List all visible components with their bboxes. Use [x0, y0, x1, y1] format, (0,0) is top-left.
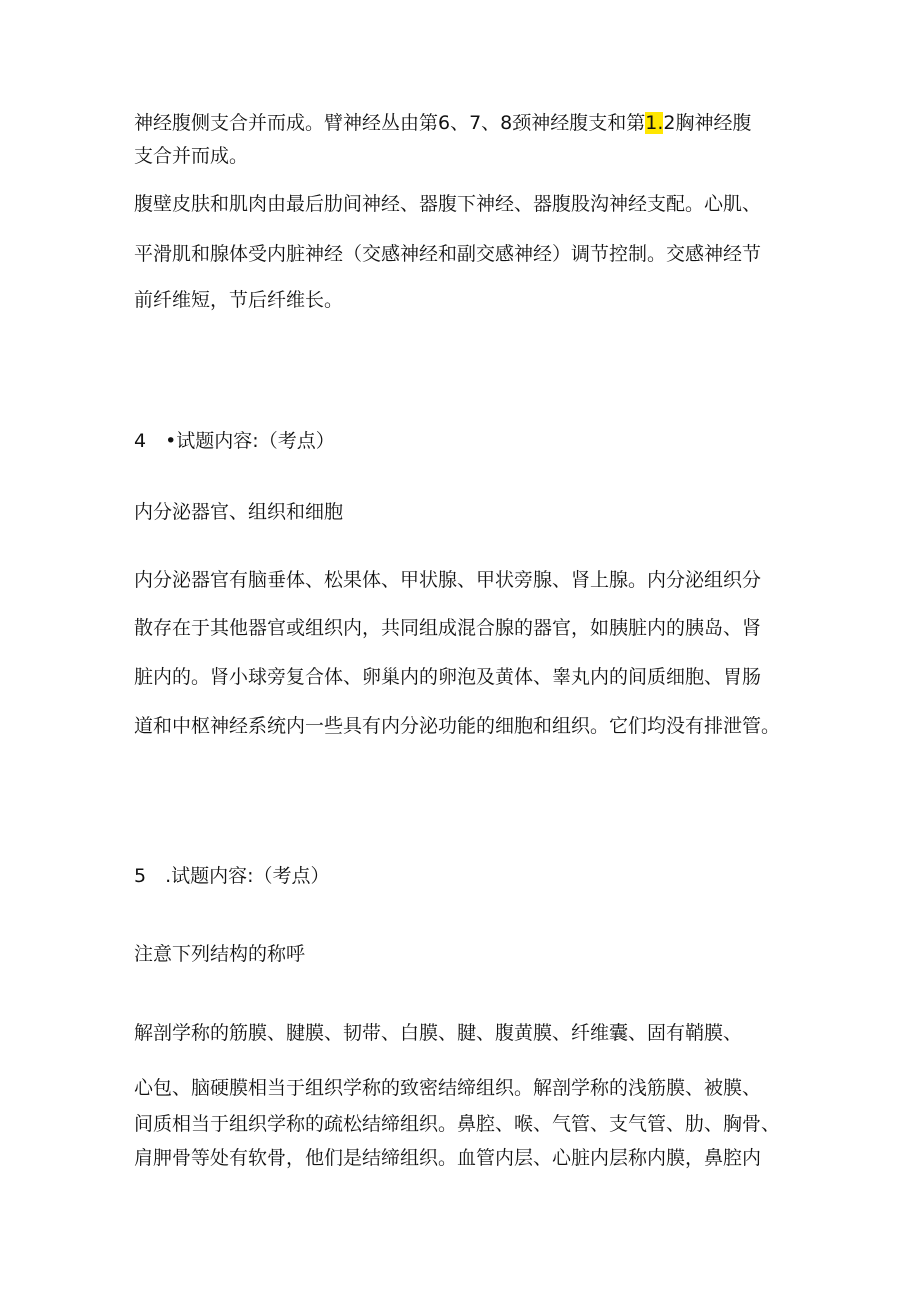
- paragraph-line: 脏内的。肾小球旁复合体、卵巢内的卵泡及黄体、睾丸内的间质细胞、胃肠: [134, 666, 762, 688]
- paragraph-line: 平滑肌和腺体受内脏神经（交感神经和副交感神经）调节控制。交感神经节: [134, 243, 762, 265]
- section-subtitle-4: 内分泌器官、组织和细胞: [134, 501, 344, 523]
- paragraph-line: [134, 110, 752, 136]
- text-segment: 神经腹侧支合并而成。臂神经丛由第6、7、8颈神经腹支和第: [134, 112, 646, 134]
- paragraph-line: 解剖学称的筋膜、腱膜、韧带、白膜、腱、腹黄膜、纤维囊、固有鞘膜、: [134, 1022, 743, 1044]
- text-segment: 2胸神经腹: [663, 112, 752, 134]
- paragraph-line: 心包、脑硬膜相当于组织学称的致密结缔组织。解剖学称的浅筋膜、被膜、: [134, 1077, 762, 1099]
- paragraph-line: 腹壁皮肤和肌肉由最后肋间神经、器腹下神经、器腹股沟神经支配。心肌、: [134, 193, 762, 215]
- section-heading-5: 5 .试题内容:（考点）: [134, 865, 330, 887]
- paragraph-line: 间质相当于组织学称的疏松结缔组织。鼻腔、喉、气管、支气管、肋、胸骨、: [134, 1113, 781, 1135]
- section-subtitle-5: 注意下列结构的称呼: [134, 943, 306, 965]
- paragraph-line: 内分泌器官有脑垂体、松果体、甲状腺、甲状旁腺、肾上腺。内分泌组织分: [134, 569, 762, 591]
- paragraph-line: 前纤维短，节后纤维长。: [134, 289, 344, 311]
- highlighted-text: 1.: [645, 112, 664, 134]
- paragraph-line: 散存在于其他器官或组织内，共同组成混合腺的器官，如胰脏内的胰岛、肾: [134, 617, 762, 639]
- section-heading-4: 4 •试题内容:（考点）: [134, 430, 335, 452]
- paragraph-line: 支合并而成。: [134, 145, 249, 167]
- paragraph-line: 肩胛骨等处有软骨，他们是结缔组织。血管内层、心脏内层称内膜，鼻腔内: [134, 1147, 762, 1169]
- paragraph-line: 道和中枢神经系统内一些具有内分泌功能的细胞和组织。它们均没有排泄管。: [134, 715, 781, 737]
